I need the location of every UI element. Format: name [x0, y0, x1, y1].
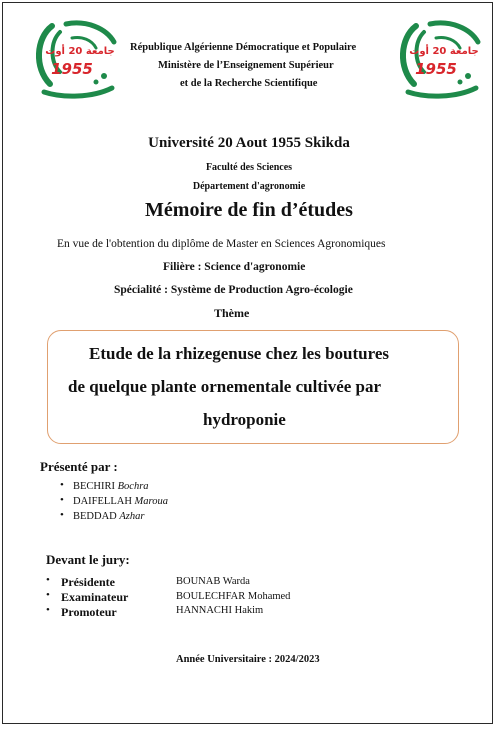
university-logo-left [32, 18, 120, 102]
presented-by-heading: Présenté par : [40, 459, 118, 474]
jury-first: Hakim [234, 605, 264, 616]
bullet-icon: • [46, 604, 50, 616]
header-republic: République Algérienne Démocratique et Populaire [130, 42, 357, 53]
jury-last: BOUNAB [176, 576, 221, 587]
bullet-icon: • [60, 494, 64, 506]
jury-member [176, 591, 290, 602]
student-first: Azhar [119, 511, 145, 522]
student-item [73, 481, 149, 492]
academic-year: Année Universitaire : 2024/2023 [176, 654, 320, 665]
student-last: BECHIRI [73, 481, 115, 492]
jury-last: BOULECHFAR [176, 591, 246, 602]
filiere-text: Filière : Science d'agronomie [163, 261, 306, 273]
student-last: BEDDAD [73, 511, 117, 522]
jury-first: Mohamed [247, 591, 291, 602]
jury-member [176, 605, 263, 616]
theme-line-3: hydroponie [203, 410, 286, 429]
bullet-icon: • [46, 589, 50, 601]
jury-role: Examinateur [61, 590, 129, 604]
jury-member [176, 576, 250, 587]
student-item [73, 496, 168, 507]
logo-arabic-text: جامعة 20 أوت [45, 46, 115, 57]
student-first: Bochra [117, 481, 149, 492]
jury-role: Présidente [61, 575, 115, 589]
department-name: Département d'agronomie [192, 181, 306, 192]
university-name: Université 20 Aout 1955 Skikda [148, 135, 350, 151]
theme-label: Thème [214, 306, 250, 320]
logo-year-text: 1955 [51, 60, 93, 78]
logo-year-text: 1955 [415, 60, 457, 78]
header-ministry: Ministère de l’Enseignement Supérieur [158, 60, 334, 71]
theme-line-1: Etude de la rhizegenuse chez les boutures [89, 344, 390, 363]
bullet-icon: • [60, 509, 64, 521]
theme-line-2: de quelque plante ornementale cultivée par [68, 377, 382, 396]
bullet-icon: • [60, 479, 64, 491]
specialite-text: Spécialité : Système de Production Agro-écologie [114, 284, 353, 296]
memoire-title: Mémoire de fin d’études [145, 199, 353, 221]
logo-arabic-text: جامعة 20 أوت [409, 46, 479, 57]
student-first: Maroua [134, 496, 168, 507]
jury-first: Warda [222, 576, 250, 587]
faculty-name: Faculté des Sciences [205, 162, 293, 173]
student-last: DAIFELLAH [73, 496, 132, 507]
bullet-icon: • [46, 574, 50, 586]
jury-heading: Devant le jury: [46, 552, 130, 567]
obtention-text: En vue de l'obtention du diplôme de Master en Sciences Agronomiques [57, 238, 386, 250]
jury-last: HANNACHI [176, 605, 232, 616]
student-item [73, 511, 144, 522]
university-logo-right [396, 18, 484, 102]
header-research: et de la Recherche Scientifique [180, 78, 318, 89]
jury-role: Promoteur [61, 605, 117, 619]
